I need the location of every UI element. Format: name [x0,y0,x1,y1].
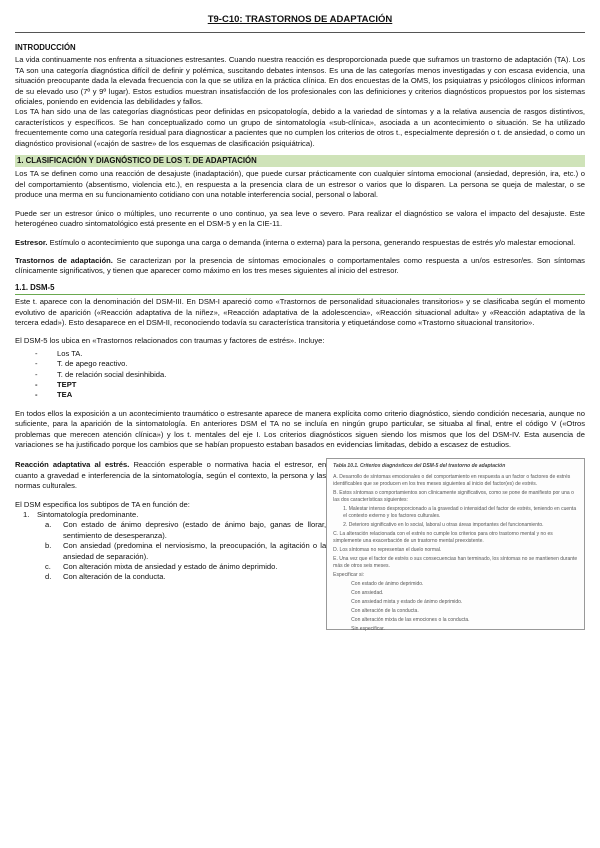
list-letter: b. [45,541,52,551]
table-row: Con ansiedad mixta y estado de ánimo deprimido. [351,599,463,606]
list-item: - TEA [15,390,585,400]
list-letter: c. [45,562,51,572]
table-row: B. Estos síntomas o comportamientos son clínicamente significativos, como se pone de manifiesto por una o las dos características siguientes: [333,490,574,504]
intro-paragraph-1: La vida continuamente nos enfrenta a situaciones estresantes. Cuando nuestra reacción es desproporcionada puede que suframos un trastorno de adaptación (TA). Los TA son una categoría diagnóstica difícil de definir y polémica, suscitando debates intensos. Es una de las categorías menos investigadas y con escasa evidencia, una situación preocupante dada la elevada frecuencia con la que se utiliza en la práctica clínica. En dos encuestas de la OMS, los psiquiatras y psicólogos clínicos informan de su elevado uso (7º y 9º lugar). Estos estudios muestran insatisfacción de los profesionales con las definiciones y criterios diagnósticos propuestos por los sistemas oficiales, poniendo en evidencia las debilidades y fallos. [15,55,585,107]
table-row: C. La alteración relacionada con el estrés no cumple los criterios para otro trastorno mental y no es simplemente una exacerbación de un trastorno mental preexistente. [333,531,553,545]
list-item-text: Con alteración mixta de ansiedad y estado de ánimo deprimido. [63,562,278,572]
adjustment-disorder-term: Trastornos de adaptación. [15,255,113,265]
list-item: - Los TA. [15,349,585,359]
adaptive-reaction-paragraph [15,460,326,491]
dsm5-paragraph-1: Este t. aparece con la denominación del DSM-III. En DSM-I apareció como «Trastornos de personalidad situacionales transitorios» y se clasificaba según el momento evolutivo de aparición («Reacción adaptativa de la niñez», «Reacción adaptativa de la adolescencia», «Reacción situacional adulta» y «Reacción adaptativa de la tercera edad»). Esto desaparece en el DSM-II, reconociendo todavía su característica transitoria y etiquetándose como «Trastorno situacional transitorio». [15,297,585,327]
dsm5-heading: 1.1. DSM-5 [15,283,585,295]
right-column [326,458,585,633]
stressor-term: Estresor. [15,237,48,247]
dsm5-paragraph-2: El DSM-5 los ubica en «Trastornos relacionados con traumas y factores de estrés». Incluye: [15,336,325,346]
section-1-heading: 1. CLASIFICACIÓN Y DIAGNÓSTICO DE LOS T. DE ADAPTACIÓN [15,155,585,167]
list-item: - T. de relación social desinhibida. [15,370,585,380]
list-item [15,520,326,541]
table-title: Tabla 10.1. Criterios diagnósticos del DSM-5 del trastorno de adaptación [333,463,506,470]
table-row: Con alteración de la conducta. [351,608,419,615]
adaptive-reaction-term: Reacción adaptativa al estrés. [15,460,130,470]
stressor-text: Estímulo o acontecimiento que suponga una carga o demanda (interna o externa) para la persona, generando respuestas de estrés y/o malestar emocional. [47,237,576,247]
list-item [15,562,326,572]
symptom-subtypes-list [15,520,326,582]
list-item [15,541,326,562]
table-row: Con ansiedad. [351,590,384,597]
subtypes-intro: El DSM especifica los subtipos de TA en función de: [15,499,190,509]
left-column [15,460,326,630]
stressor-definition [15,238,585,248]
section-1-paragraph-2: Puede ser un estresor único o múltiples, uno recurrente o uno continuo, ya sea leve o severo. Para realizar el diagnóstico se valora el impacto del desajuste. Este heterogéneo cuadro sintomatológico está presente en el DSM-5 y en la CIE-11. [15,208,585,229]
table-row: Con estado de ánimo deprimido. [351,581,424,588]
list-item-text: Con alteración de la conducta. [63,572,166,582]
section-1-paragraph-1: Los TA se definen como una reacción de desajuste (inadaptación), que puede cursar prácticamente con cualquier síntoma emocional (ansiedad, depresión, ira, etc.) o del comportamiento (absentismo, violencia etc.), en respuesta a la presencia clara de un estresor o varios que lo disparen. La persona se queja de malestar, o se produce una merma en su funcionamiento cotidiano con una notable interferencia social, personal o laboral. [15,169,585,200]
table-row: Sin especificar. [351,626,385,633]
table-row: Con alteración mixta de las emociones o la conducta. [351,617,470,624]
adaptive-reaction-text: Reacción esperable o normativa hacia el estresor, en cuanto a gravedad e interferencia de la sintomatología, según el contexto, la persona y las normas culturales. [15,460,327,491]
dsm5-paragraph-3: En todos ellos la exposición a un acontecimiento traumático o estresante aparece de manera explícita como criterio diagnóstico, siendo condición necesaria, aunque no suficiente, para la aparición de la sintomatología. En anteriores DSM el TA no se incluía en ningún grupo particular, se situaba al final, entre el código V («Otros problemas que merecen atención clínica») y los t. mentales del eje I. Los criterios diagnósticos siguen siendo los mismos que los del DSM-IV. Esta ausencia de variaciones se ha justificado porque los cambios que se habían propuesto estaban basados en evidencias limitadas, debido a escasez de estudios. [15,408,585,449]
intro-paragraph-2: Los TA han sido una de las categorías diagnósticas peor definidas en psicopatología, debido a la variedad de síntomas y a la relativa ausencia de rasgos distintivos, característicos y específicos. Se han conceptualizado como un grupo de sintomatología «sub-clínica», asociada a un acontecimiento o situación. Se ha utilizado frecuentemente como una categoría residual para diagnosticar a pacientes que no cumplen los criterios de otros t., especialmente depresión o t. de ansiedad, o como un diagnóstico provisional («cajón de sastre» de los esquemas de clasificación psiquiátrica). [15,107,585,148]
list-item [15,572,326,582]
list-letter: d. [45,572,52,582]
list-item-text: Sintomatología predominante. [37,510,139,520]
list-number: 1. [23,510,30,520]
table-row: 2. Deterioro significativo en lo social, laboral u otras áreas importantes del funcionamiento. [343,522,544,529]
two-column-section [15,460,585,633]
list-item-text: Con ansiedad (predomina el nerviosismo, la preocupación, la agitación o la ansiedad de separación). [63,541,327,561]
table-row: E. Una vez que el factor de estrés o sus consecuencias han terminado, los síntomas no se mantienen durante más de otros seis meses. [333,556,578,570]
table-row: 1. Malestar intenso desproporcionado a la gravedad o intensidad del factor de estrés, teniendo en cuenta el contexto externo y los factores culturales. [343,506,577,520]
page-title: T9-C10: TRASTORNOS DE ADAPTACIÓN [207,14,393,25]
list-item-text: Con estado de ánimo depresivo (estado de ánimo bajo, ganas de llorar, sentimiento de desesperanza). [63,520,327,540]
adjustment-disorder-text: Se caracterizan por la presencia de síntomas emocionales o comportamentales como respuesta a un/os estresor/es. Son síntomas clínicamente significativos, y tienen que aparecer como máximo en los tres meses siguientes al inicio del estresor. [15,255,585,276]
list-letter: a. [45,520,52,530]
list-item [15,510,326,520]
list-item: - T. de apego reactivo. [15,359,585,369]
dsm5-criteria-table-image [326,458,585,633]
table-row: Especificar si: [333,572,365,579]
intro-heading: INTRODUCCIÓN [15,43,76,52]
list-item: - TEPT [15,380,585,390]
title-divider [15,32,585,33]
subtypes-list [15,510,326,520]
table-row: D. Los síntomas no representan el duelo normal. [333,547,442,554]
dsm5-included-list [15,349,585,401]
table-row: A. Desarrollo de síntomas emocionales o del comportamiento en respuesta a un factor o factores de estrés identificables que se producen en los tres meses siguientes al inicio del factor(es) de estrés. [333,474,571,488]
adjustment-disorder-definition [15,256,585,277]
